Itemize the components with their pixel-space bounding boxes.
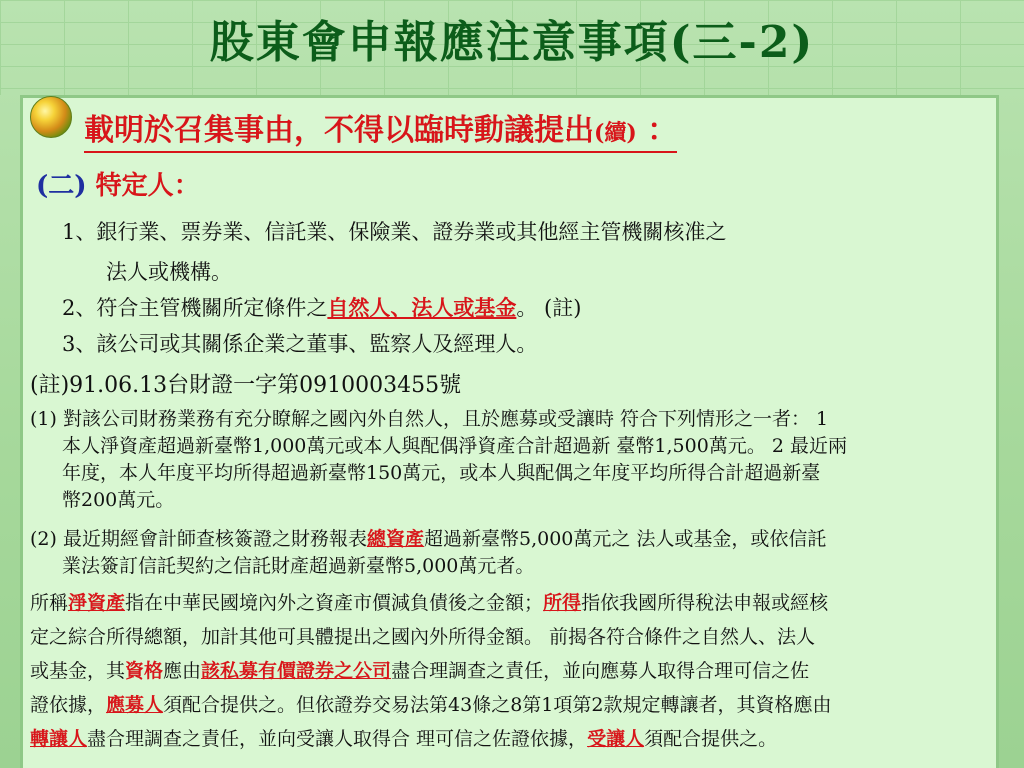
p3-highlight-transferee: 受讓人 (587, 728, 645, 750)
subsection-colon: ： (173, 171, 200, 201)
p1-line4: 幣200萬元。 (62, 489, 175, 511)
p2-post: 超過新臺幣5,000萬元之 法人或基金，或依信託 (423, 528, 827, 550)
p3-text: 或基金，其 (30, 660, 126, 682)
p2-highlight: 總資產 (366, 528, 424, 550)
p2-pre: (2) 最近期經會計師查核簽證之財務報表 (30, 528, 367, 550)
subsection-heading (36, 165, 200, 202)
p3-text: 須配合提供之。 (644, 728, 778, 750)
item-1-line2: 法人或機構。 (106, 260, 232, 284)
subsection-label: 特定人 (95, 171, 174, 201)
p3-text: 盡合理調查之責任，並向受讓人取得合 理可信之佐證依據， (87, 728, 588, 750)
p3-highlight-net-assets: 淨資產 (68, 592, 126, 614)
paragraph-1 (30, 406, 980, 514)
subsection-number: (二) (36, 171, 87, 201)
p3-text: 盡合理調查之責任，並向應募人取得合理可信之佐 (391, 660, 810, 682)
item-2-pre: 2、符合主管機關所定條件之 (62, 296, 328, 320)
heading-paren: (續) (594, 120, 637, 146)
section-heading (84, 105, 677, 153)
p3-text: 所稱 (30, 592, 69, 614)
page-title: 股東會申報應注意事項(三-2) (209, 17, 815, 68)
p2-line1 (30, 526, 980, 553)
p3-line2: 定之綜合所得總額，加計其他可具體提出之國內外所得金額。 前揭各符合條件之自然人、法人 (30, 626, 816, 648)
note-reference: (註)91.06.13台財證一字第0910003455號 (30, 373, 462, 398)
p3-text: 須配合提供之。但依證券交易法第43條之8第1項第2款規定轉讓者，其資格應由 (163, 694, 832, 716)
paragraph-2 (30, 526, 980, 580)
p3-highlight-subscriber: 應募人 (106, 694, 164, 716)
p3-highlight-income: 所得 (543, 592, 582, 614)
bullet-orb-icon (30, 96, 74, 140)
p3-line1 (30, 586, 980, 620)
paragraph-3 (30, 586, 980, 756)
item-2-highlight: 自然人、法人或基金 (327, 295, 517, 320)
item-2 (62, 292, 581, 322)
p3-line3 (30, 654, 980, 688)
item-1-line1: 1、銀行業、票券業、信託業、保險業、證券業或其他經主管機關核准之 (62, 220, 727, 244)
heading-colon: ： (647, 113, 678, 148)
p3-line5 (30, 722, 980, 756)
heading-main: 載明於召集事由，不得以臨時動議提出 (84, 113, 594, 148)
p2-line2: 業法簽訂信託契約之信託財產超過新臺幣5,000萬元者。 (62, 555, 535, 577)
p1-line3: 年度，本人年度平均所得超過新臺幣150萬元，或本人與配偶之年度平均所得合計超過新臺 (62, 462, 821, 484)
p1-line2: 本人淨資產超過新臺幣1,000萬元或本人與配偶淨資產合計超過新 臺幣1,500萬元。 2 最近兩 (62, 435, 847, 457)
p3-text: 應由 (163, 660, 202, 682)
item-3: 3、該公司或其關係企業之董事、監察人及經理人。 (62, 332, 538, 356)
p3-highlight-company: 該私募有價證券之公司 (201, 660, 392, 682)
p3-text: 指依我國所得稅法申報或經核 (581, 592, 829, 614)
p3-line4 (30, 688, 980, 722)
item-2-post: 。 (註) (516, 296, 582, 320)
p3-highlight-transferor: 轉讓人 (30, 728, 88, 750)
p1-line1: (1) 對該公司財務業務有充分瞭解之國內外自然人，且於應募或受讓時 符合下列情形之一者： 1 (30, 408, 829, 430)
p3-text: 證依據， (30, 694, 107, 716)
p3-highlight-qualification: 資格 (125, 660, 164, 682)
p3-text: 指在中華民國境內外之資產市價減負債後之金額； (125, 592, 544, 614)
